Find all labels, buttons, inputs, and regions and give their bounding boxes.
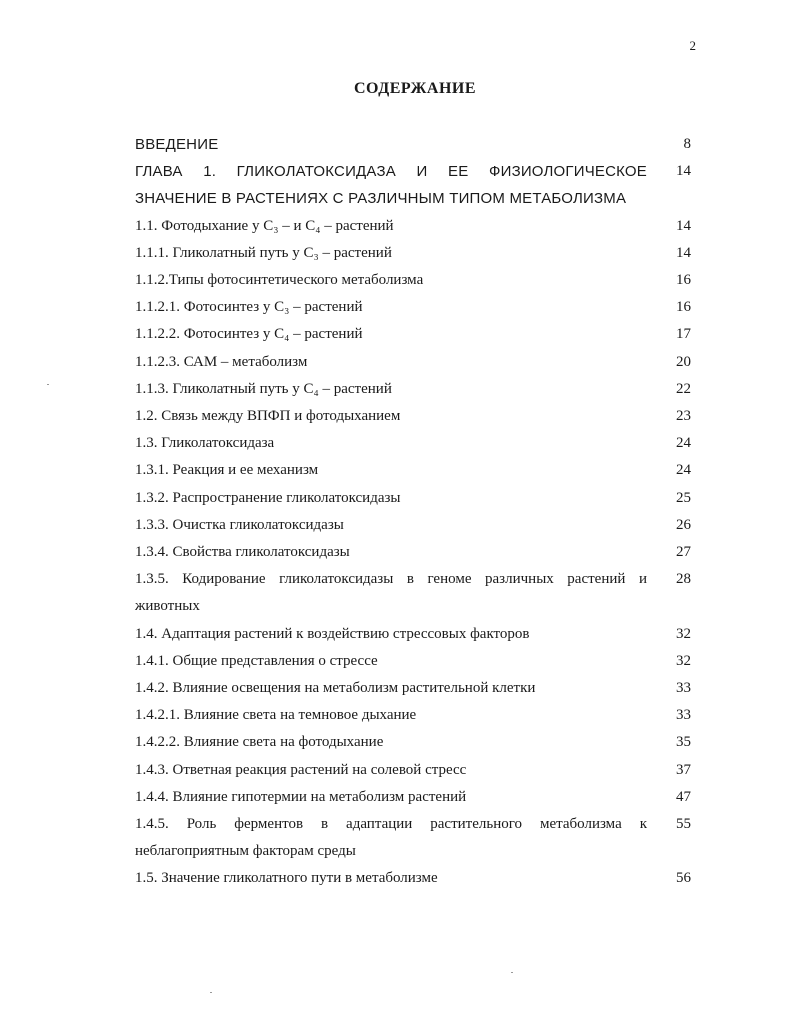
toc-entry-page: 33 [676,707,691,724]
toc-entry-title: 1.1.2.2. Фотосинтез у С₄ – растений [135,326,363,343]
toc-entry [135,294,691,321]
toc-entry-page: 24 [676,462,691,479]
toc-entry-title: 1.1.2.Типы фотосинтетического метаболизма [135,272,424,289]
toc-entry-title: 1.3.4. Свойства гликолатоксидазы [135,544,350,561]
toc-entry-page: 33 [676,680,691,697]
toc-entry-title: 1.3.3. Очистка гликолатоксидазы [135,516,344,533]
toc-entry-title: 1.1.3. Гликолатный путь у С₄ – растений [135,380,392,397]
toc-entry-title: 1.4.1. Общие представления о стрессе [135,652,378,669]
toc-entry-page: 37 [676,761,691,778]
toc-entry-page: 20 [676,353,691,370]
toc-entry [135,539,691,566]
scan-speck [511,972,513,973]
toc-entry [135,376,691,403]
toc-entry-title: 1.4.4. Влияние гипотермии на метаболизм растений [135,788,467,805]
toc-entry-title: 1.3.5. Кодирование гликолатоксидазы в геноме различных растений и животных [135,571,647,615]
toc-entry [135,131,691,158]
toc-entry [135,267,691,294]
toc-entry [135,457,691,484]
toc-entry [135,865,691,892]
toc-entry-title: 1.4. Адаптация растений к воздействию стрессовых факторов [135,625,530,642]
toc-entry-title: 1.4.2.1. Влияние света на темновое дыхание [135,707,417,724]
toc-entry-title: 1.5. Значение гликолатного пути в метаболизме [135,870,438,887]
scan-speck [210,992,212,993]
toc-entry-page: 35 [676,734,691,751]
toc-entry [135,321,691,348]
toc-entry-title: 1.1. Фотодыхание у С₃ – и С₄ – растений [135,217,394,234]
toc-entry [135,675,691,702]
toc-entry-title: 1.2. Связь между ВПФП и фотодыханием [135,408,401,425]
toc-entry-page: 16 [676,272,691,289]
toc-entry [135,512,691,539]
toc-entry-page: 56 [676,870,691,887]
toc-entry-page: 22 [676,380,691,397]
toc-entry-title: 1.4.2.2. Влияние света на фотодыхание [135,734,384,751]
toc-entry [135,240,691,267]
toc-entry-title: ВВЕДЕНИЕ [135,136,219,153]
toc-entry-title: 1.1.1. Гликолатный путь у С₃ – растений [135,244,392,261]
toc-entry-page: 25 [676,489,691,506]
toc-entry [135,729,691,756]
toc-entry [135,757,691,784]
toc-entry-title: 1.4.5. Роль ферментов в адаптации растительного метаболизма к неблагоприятным факторам среды [135,816,647,860]
toc-entry [135,811,691,865]
toc-entry-page: 14 [676,244,691,261]
toc-entry-title: 1.3. Гликолатоксидаза [135,435,275,452]
toc-entry [135,213,691,240]
toc-entry-page: 14 [676,163,691,180]
toc-entry-title: 1.3.1. Реакция и ее механизм [135,462,319,479]
toc-entry-page: 23 [676,408,691,425]
toc-entry-title: 1.4.3. Ответная реакция растений на солевой стресс [135,761,467,778]
toc-entry-page: 14 [676,217,691,234]
toc-entry [135,784,691,811]
toc-entry [135,648,691,675]
toc-entry-page: 17 [676,326,691,343]
toc-entry-page: 28 [676,571,691,588]
toc-entry [135,621,691,648]
toc-entry-page: 32 [676,652,691,669]
toc-entry-title: 1.1.2.1. Фотосинтез у С₃ – растений [135,299,363,316]
toc-entry-title: 1.3.2. Распространение гликолатоксидазы [135,489,401,506]
toc-entry [135,403,691,430]
toc-entry-page: 24 [676,435,691,452]
toc-entry-title: ГЛАВА 1. ГЛИКОЛАТОКСИДАЗА И ЕЕ ФИЗИОЛОГИЧЕСКОЕ ЗНАЧЕНИЕ В РАСТЕНИЯХ С РАЗЛИЧНЫМ ТИПОМ МЕТАБОЛИЗМА [135,163,647,208]
toc-entry-page: 26 [676,516,691,533]
toc-entry [135,349,691,376]
toc-entry-title: 1.4.2. Влияние освещения на метаболизм растительной клетки [135,680,536,697]
toc-entry-title: 1.1.2.3. САМ – метаболизм [135,353,308,370]
scan-speck [47,384,49,385]
toc-entry [135,158,691,212]
table-of-contents [135,131,691,893]
toc-entry-page: 32 [676,625,691,642]
toc-entry-page: 8 [683,136,691,152]
toc-entry-page: 16 [676,299,691,316]
toc-entry [135,485,691,512]
toc-entry [135,566,691,620]
toc-entry-page: 27 [676,544,691,561]
toc-title: СОДЕРЖАНИЕ [353,80,477,97]
toc-entry-page: 55 [676,816,691,833]
toc-entry-page: 47 [676,788,691,805]
page-number: 2 [689,38,696,53]
toc-entry [135,430,691,457]
toc-entry [135,702,691,729]
